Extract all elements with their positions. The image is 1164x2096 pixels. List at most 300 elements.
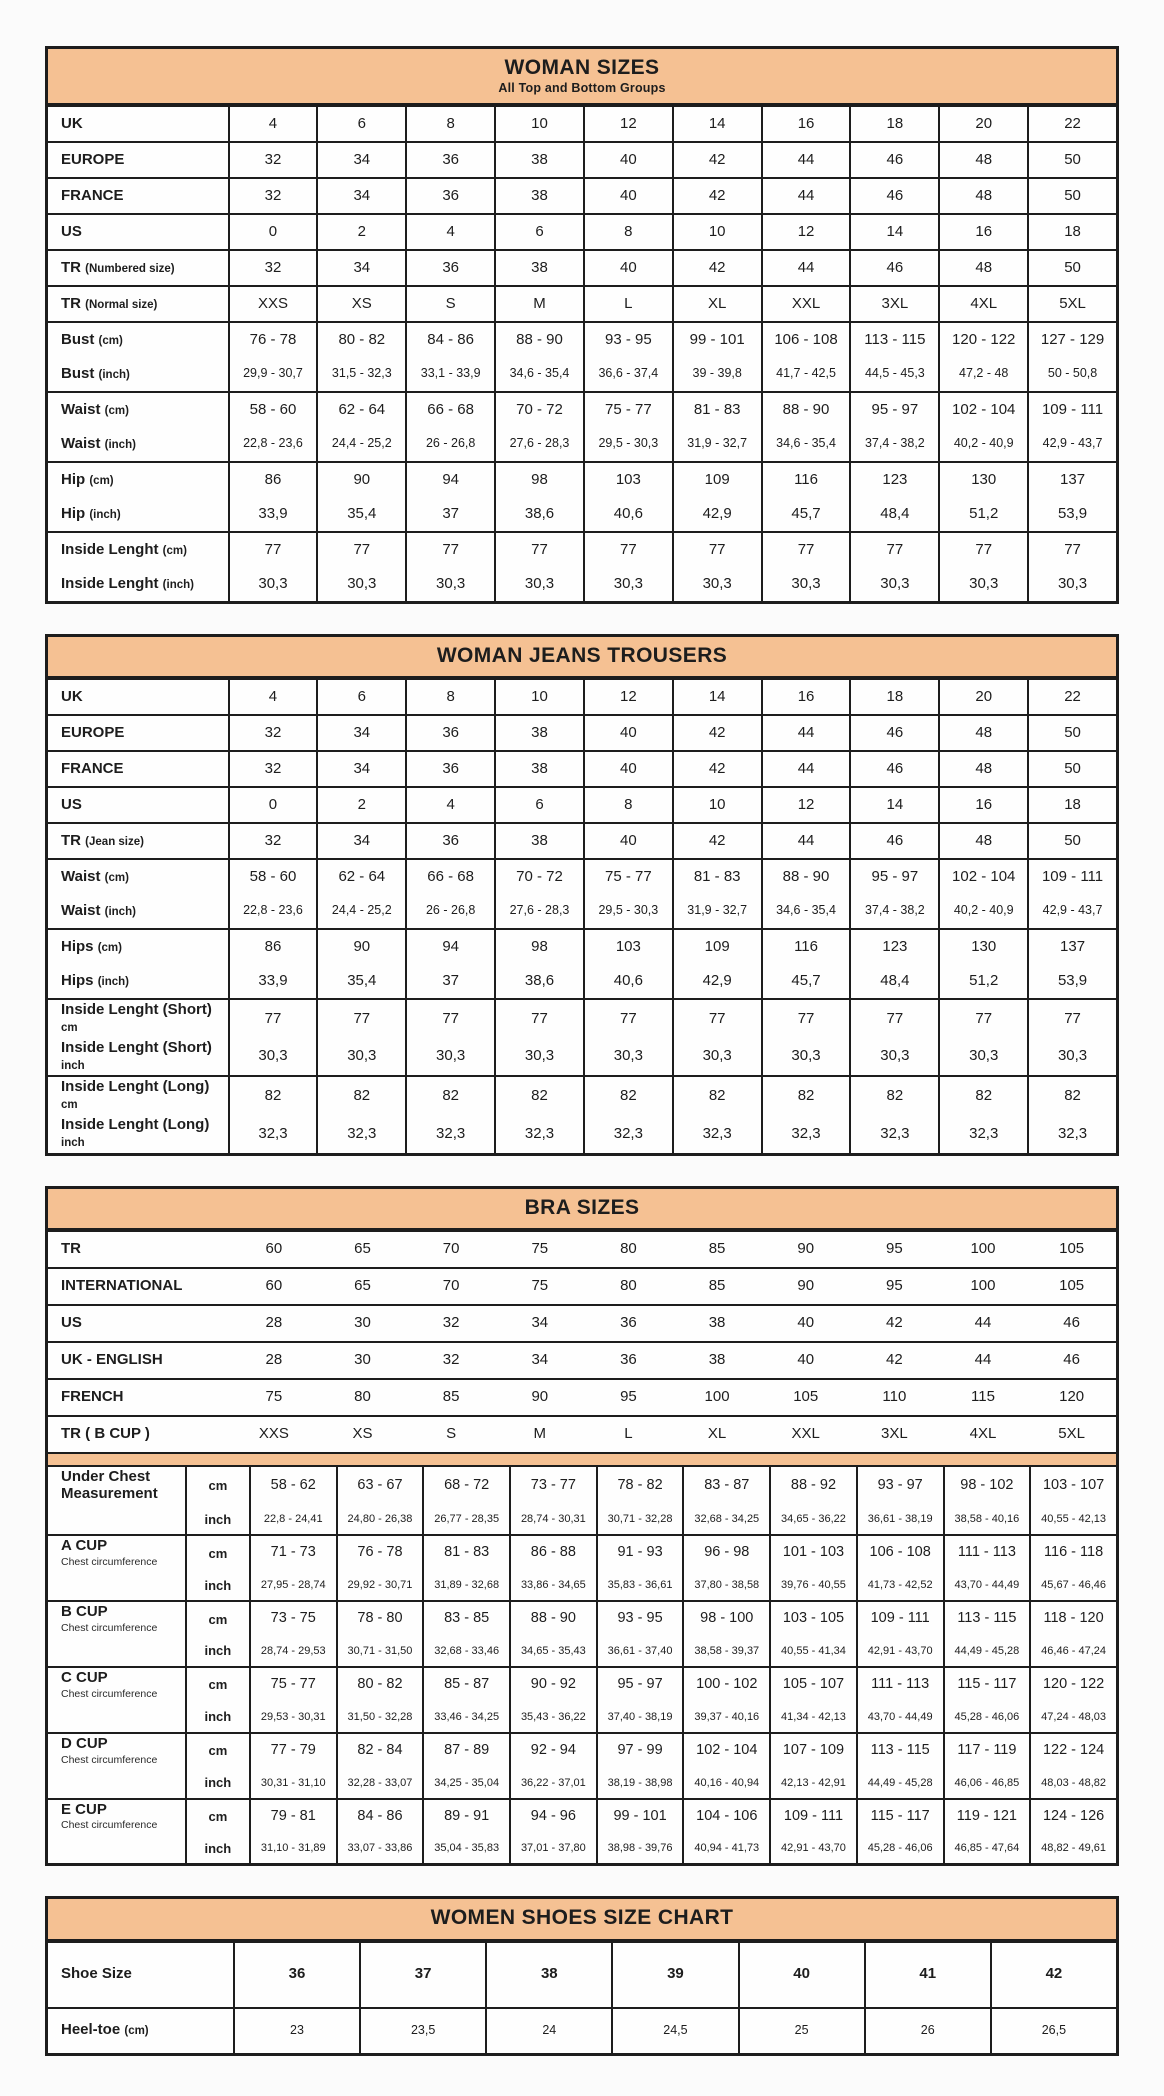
row-label-note: (cm): [104, 871, 129, 884]
size-cell: 30,71 - 31,50: [336, 1636, 423, 1666]
row-label-text: TR ( B CUP ): [61, 1424, 150, 1442]
size-cell: 30,3: [583, 1038, 672, 1076]
size-cell: 36,6 - 37,4: [583, 357, 672, 391]
row-group: [48, 1600, 1116, 1666]
size-cell: 46: [849, 752, 938, 786]
size-cell: 105 - 107: [769, 1668, 856, 1702]
size-cell: 105: [793, 1388, 819, 1406]
size-cell: 39,37 - 40,16: [682, 1702, 769, 1732]
size-cell: 42,91 - 43,70: [769, 1833, 856, 1863]
row-group: [48, 714, 1116, 750]
size-cell: 30,3: [258, 574, 288, 592]
row-label: [48, 1232, 230, 1267]
size-cell: 28,74 - 30,31: [509, 1504, 596, 1534]
size-cell: 95: [886, 1240, 903, 1258]
size-cell: 90: [797, 1277, 815, 1295]
row-label: [48, 1602, 187, 1636]
row-group: [48, 1378, 1116, 1415]
size-cell: 100: [704, 1388, 730, 1406]
size-cell: 86: [264, 470, 282, 488]
size-cell: 12: [761, 215, 850, 249]
size-cell: 92 - 94: [509, 1734, 596, 1768]
size-cell: 90: [531, 1388, 549, 1406]
size-cell: 113 - 115: [856, 1734, 943, 1768]
table-row: [48, 860, 1116, 894]
size-cell: 29,53 - 30,31: [260, 1710, 326, 1723]
size-cell: 75 - 77: [583, 393, 672, 427]
size-cell: 38,6: [494, 497, 583, 531]
row-cells: [230, 824, 1116, 858]
row-label-note: (cm): [124, 2025, 149, 2038]
size-cell: 40: [797, 1351, 815, 1369]
row-label-text: EUROPE: [61, 150, 125, 168]
row-label-note: (Numbered size): [85, 262, 175, 275]
size-cell: 86: [264, 938, 282, 956]
size-cell: 70: [442, 1277, 460, 1295]
size-cell: 37: [359, 1943, 485, 2007]
size-cell: 40,2 - 40,9: [938, 894, 1027, 928]
row-label: [48, 1768, 187, 1798]
row-label-subtext: Chest circumference: [61, 1819, 158, 1832]
size-cell: 4XL: [938, 287, 1027, 321]
size-cell: 38: [494, 143, 583, 177]
size-cell: 42: [672, 824, 761, 858]
table-section: [48, 1467, 1116, 1864]
size-cell: S: [446, 1425, 457, 1443]
table-row: [48, 1800, 1116, 1834]
size-cell: 50: [1027, 752, 1116, 786]
size-cell: 10: [672, 215, 761, 249]
size-cell: 30,3: [938, 567, 1027, 601]
size-cell: 41,7 - 42,5: [761, 357, 850, 391]
size-cell: 38: [708, 1314, 726, 1332]
size-cell: 32: [264, 760, 282, 778]
size-cell: 36: [405, 824, 494, 858]
row-label: [48, 1077, 230, 1115]
unit-cell: cm: [187, 1668, 251, 1702]
row-label-text: TR: [61, 1239, 81, 1257]
row-label: [48, 1504, 187, 1534]
size-cell: 53,9: [1027, 497, 1116, 531]
row-label: [48, 1417, 230, 1452]
size-cell: 81 - 83: [422, 1536, 509, 1570]
size-cell: 51,2: [938, 497, 1027, 531]
row-cells: [230, 533, 1116, 567]
size-cell: 6: [316, 680, 405, 714]
row-label: [48, 427, 230, 461]
size-cell: 40,6: [583, 964, 672, 998]
size-cell: 107 - 109: [769, 1734, 856, 1768]
size-cell: 37,80 - 38,58: [682, 1570, 769, 1600]
size-cell: 110: [882, 1388, 907, 1406]
size-cell: 30,3: [494, 567, 583, 601]
row-label-note: (cm): [97, 941, 122, 954]
row-group: [48, 1415, 1116, 1452]
size-cell: 6: [494, 788, 583, 822]
size-cell: 35,43 - 36,22: [509, 1702, 596, 1732]
size-cell: 40: [583, 824, 672, 858]
size-cell: 33,1 - 33,9: [405, 357, 494, 391]
row-cells: [230, 215, 1116, 249]
size-cell: 100: [970, 1240, 996, 1258]
size-cell: 30,3: [316, 1038, 405, 1076]
size-cell: 124 - 126: [1029, 1800, 1116, 1834]
size-cell: 30,3: [583, 567, 672, 601]
size-cell: 32: [264, 724, 282, 742]
size-cell: 32,68 - 34,25: [682, 1504, 769, 1534]
size-cell: 44,5 - 45,3: [849, 357, 938, 391]
size-cell: 40,94 - 41,73: [682, 1833, 769, 1863]
size-cell: 82: [761, 1077, 850, 1115]
size-cell: 5XL: [1027, 287, 1116, 321]
row-cells: [230, 716, 1116, 750]
size-cell: 32,3: [761, 1115, 850, 1153]
size-cell: 44: [761, 752, 850, 786]
size-cell: 16: [938, 788, 1027, 822]
size-cell: 34: [316, 716, 405, 750]
size-cell: 130: [938, 930, 1027, 964]
size-cell: 36: [405, 179, 494, 213]
size-cell: 8: [583, 215, 672, 249]
size-cell: 85: [708, 1277, 726, 1295]
size-cell: 40,2 - 40,9: [938, 427, 1027, 461]
table-row: [48, 1417, 1116, 1452]
size-cell: 32,3: [672, 1115, 761, 1153]
row-label: [48, 788, 230, 822]
size-cell: 90: [316, 463, 405, 497]
size-cell: 113 - 115: [943, 1602, 1030, 1636]
size-cell: 71 - 73: [270, 1544, 316, 1561]
size-cell: 99 - 101: [672, 323, 761, 357]
size-cell: 82: [849, 1077, 938, 1115]
size-cell: 106 - 108: [856, 1536, 943, 1570]
size-cell: 32,3: [583, 1115, 672, 1153]
row-cells: [251, 1702, 1116, 1732]
table-row: [48, 533, 1116, 567]
size-cell: 44: [974, 1314, 992, 1332]
table-row: [48, 1269, 1116, 1304]
size-cell: 81 - 83: [672, 393, 761, 427]
size-cell: 32,3: [494, 1115, 583, 1153]
size-cell: 76 - 78: [336, 1536, 423, 1570]
size-cell: 2: [316, 788, 405, 822]
row-cells: [230, 1269, 1116, 1304]
row-label-text: Inside Lenght (Long) cm: [61, 1078, 210, 1112]
size-cell: 100 - 102: [682, 1668, 769, 1702]
size-cell: 40,6: [583, 497, 672, 531]
size-cell: 94: [405, 463, 494, 497]
size-cell: 18: [1027, 215, 1116, 249]
row-group: [48, 105, 1116, 141]
size-cell: 87 - 89: [422, 1734, 509, 1768]
row-label-text: FRANCE: [61, 186, 124, 204]
size-cell: 38,19 - 38,98: [596, 1768, 683, 1798]
table-row: [48, 680, 1116, 714]
table-row: [48, 251, 1116, 285]
table-row: [48, 567, 1116, 601]
size-cell: 26 - 26,8: [405, 894, 494, 928]
row-cells: [230, 323, 1116, 357]
size-table-woman-sizes: [45, 46, 1119, 604]
row-group: [48, 461, 1116, 531]
size-cell: 82: [938, 1077, 1027, 1115]
size-cell: 43,70 - 44,49: [856, 1702, 943, 1732]
row-label-text: Waist (cm): [61, 400, 129, 418]
size-cell: 40,55 - 42,13: [1029, 1504, 1116, 1534]
size-cell: 88 - 90: [761, 393, 850, 427]
size-cell: 48: [938, 716, 1027, 750]
table-row: [48, 1602, 1116, 1636]
size-cell: 30,3: [1027, 567, 1116, 601]
row-cells: [251, 1570, 1116, 1600]
table-header: [48, 49, 1116, 105]
size-cell: 8: [583, 788, 672, 822]
row-cells: [251, 1602, 1116, 1636]
size-cell: 29,5 - 30,3: [583, 427, 672, 461]
size-cell: 34: [316, 752, 405, 786]
row-group: [48, 141, 1116, 177]
size-cell: 102 - 104: [938, 860, 1027, 894]
row-label: [48, 1570, 187, 1600]
size-cell: 80: [620, 1240, 637, 1258]
size-cell: 77: [405, 533, 494, 567]
unit-cell: cm: [187, 1536, 251, 1570]
size-cell: XXL: [761, 287, 850, 321]
size-cell: 78 - 82: [596, 1467, 683, 1505]
size-cell: 65: [354, 1277, 371, 1295]
size-cell: 22: [1027, 680, 1116, 714]
size-cell: 94 - 96: [509, 1800, 596, 1834]
size-cell: 81 - 83: [672, 860, 761, 894]
size-cell: 51,2: [938, 964, 1027, 998]
row-label-text: Inside Lenght (cm): [61, 540, 187, 558]
size-cell: 32,3: [1027, 1115, 1116, 1153]
row-label-text: Waist (cm): [61, 867, 129, 885]
size-cell: 109: [672, 930, 761, 964]
size-cell: 18: [849, 107, 938, 141]
size-cell: 37,4 - 38,2: [849, 427, 938, 461]
size-cell: 26 - 26,8: [405, 427, 494, 461]
row-label-text: Hips (cm): [61, 937, 122, 955]
size-cell: 40: [583, 716, 672, 750]
size-cell: 48,82 - 49,61: [1029, 1833, 1116, 1863]
size-cell: 120: [1059, 1388, 1085, 1406]
table-row: [48, 716, 1116, 750]
size-cell: 42: [672, 716, 761, 750]
size-cell: 93 - 97: [856, 1467, 943, 1505]
table-row: [48, 107, 1116, 141]
row-group: [48, 1941, 1116, 2007]
row-group: [48, 998, 1116, 1075]
row-label: [48, 1833, 187, 1863]
row-label-text: C CUP: [61, 1668, 108, 1686]
size-cell: 37: [405, 497, 494, 531]
size-cell: 32: [442, 1351, 460, 1369]
size-cell: 77: [316, 1000, 405, 1038]
size-cell: 4XL: [969, 1425, 997, 1443]
size-cell: 82: [672, 1077, 761, 1115]
size-cell: 58 - 62: [270, 1476, 316, 1493]
size-cell: 30: [354, 1314, 371, 1332]
row-label: [48, 143, 230, 177]
row-label-text: A CUP: [61, 1537, 108, 1555]
size-cell: 60: [265, 1240, 283, 1258]
size-cell: 31,50 - 32,28: [336, 1702, 423, 1732]
row-group: [48, 786, 1116, 822]
row-group: [48, 321, 1116, 391]
size-cell: 23: [290, 2022, 304, 2037]
size-cell: 33,9: [258, 504, 288, 522]
size-cell: 100: [970, 1277, 996, 1295]
size-cell: 101 - 103: [769, 1536, 856, 1570]
size-cell: 82: [264, 1087, 282, 1105]
size-cell: 12: [761, 788, 850, 822]
row-label-text: Under Chest Measurement: [61, 1467, 158, 1502]
row-label-text: Bust (inch): [61, 364, 130, 382]
row-cells: [230, 393, 1116, 427]
size-cell: 83 - 85: [422, 1602, 509, 1636]
row-label-subtext: Chest circumference: [61, 1753, 158, 1766]
size-cell: XXS: [258, 1425, 289, 1443]
size-cell: 111 - 113: [943, 1536, 1030, 1570]
size-cell: 10: [494, 680, 583, 714]
size-cell: 123: [849, 463, 938, 497]
row-label: [48, 1038, 230, 1076]
size-cell: 119 - 121: [943, 1800, 1030, 1834]
unit-cell: inch: [187, 1768, 251, 1798]
row-label-text: Hip (cm): [61, 470, 114, 488]
row-label-note: (inch): [89, 508, 121, 521]
size-cell: 34: [316, 251, 405, 285]
size-cell: 35,04 - 35,83: [422, 1833, 509, 1863]
size-cell: 36: [405, 251, 494, 285]
size-cell: 30,3: [405, 567, 494, 601]
row-label: [48, 463, 230, 497]
size-cell: 43,70 - 44,49: [943, 1570, 1030, 1600]
size-cell: 77: [938, 533, 1027, 567]
size-cell: 30: [354, 1351, 371, 1369]
table-row: [48, 1000, 1116, 1038]
size-cell: 34,6 - 35,4: [761, 427, 850, 461]
size-cell: 90 - 92: [509, 1668, 596, 1702]
size-cell: 137: [1027, 930, 1116, 964]
row-label-text: FRANCE: [61, 759, 124, 777]
row-label-text: US: [61, 222, 82, 240]
size-cell: 137: [1027, 463, 1116, 497]
size-cell: 77 - 79: [270, 1741, 316, 1758]
size-cell: 42,9: [672, 964, 761, 998]
size-cell: 25: [738, 2009, 864, 2053]
size-cell: 42: [672, 143, 761, 177]
table-row: [48, 752, 1116, 786]
size-cell: 24,4 - 25,2: [316, 427, 405, 461]
size-cell: 58 - 60: [249, 400, 297, 418]
size-cell: 30,3: [1027, 1038, 1116, 1076]
size-cell: 30,3: [938, 1038, 1027, 1076]
row-label: [48, 1668, 187, 1702]
table-title: WOMAN SIZES: [504, 56, 660, 79]
divider-band: [48, 1452, 1116, 1467]
size-cell: 115 - 117: [856, 1800, 943, 1834]
size-cell: 62 - 64: [316, 860, 405, 894]
size-cell: 95: [620, 1388, 637, 1406]
row-label: [48, 964, 230, 998]
row-cells: [230, 497, 1116, 531]
table-row: [48, 179, 1116, 213]
size-cell: 40: [583, 179, 672, 213]
size-cell: 16: [938, 215, 1027, 249]
size-cell: 10: [672, 788, 761, 822]
row-group: [48, 1732, 1116, 1798]
size-cell: 66 - 68: [405, 393, 494, 427]
table-title: WOMAN JEANS TROUSERS: [436, 644, 728, 668]
size-cell: 118 - 120: [1029, 1602, 1116, 1636]
table-row: [48, 1467, 1116, 1505]
size-cell: 34: [531, 1351, 549, 1369]
row-group: [48, 391, 1116, 461]
row-label-note: cm: [61, 1022, 78, 1035]
size-cell: 24,4 - 25,2: [316, 894, 405, 928]
table-row: [48, 1636, 1116, 1666]
size-cell: 28,74 - 29,53: [260, 1644, 326, 1657]
row-group: [48, 1267, 1116, 1304]
size-cell: 82 - 84: [336, 1734, 423, 1768]
size-cell: 32: [264, 832, 282, 850]
size-cell: 80: [620, 1277, 637, 1295]
size-cell: 77: [405, 1000, 494, 1038]
size-cell: 79 - 81: [270, 1807, 316, 1824]
size-cell: 38: [494, 752, 583, 786]
row-cells: [230, 1343, 1116, 1378]
size-cell: 76 - 78: [249, 330, 297, 348]
table-row: [48, 1380, 1116, 1415]
table-row: [48, 1077, 1116, 1115]
size-cell: 2: [316, 215, 405, 249]
size-cell: 75: [531, 1240, 549, 1258]
size-cell: 31,5 - 32,3: [316, 357, 405, 391]
size-cell: 38,6: [494, 964, 583, 998]
row-label: [48, 179, 230, 213]
row-label-note: (Normal size): [85, 298, 158, 311]
row-cells: [230, 143, 1116, 177]
size-cell: 82: [316, 1077, 405, 1115]
table-row: [48, 1734, 1116, 1768]
size-cell: 42: [672, 251, 761, 285]
size-cell: 50: [1027, 716, 1116, 750]
size-cell: 77: [938, 1000, 1027, 1038]
size-cell: 46,06 - 46,85: [943, 1768, 1030, 1798]
size-cell: 93 - 95: [583, 323, 672, 357]
row-cells: [251, 1768, 1116, 1798]
size-table-woman-jeans-trousers: [45, 634, 1119, 1156]
size-cell: 28: [265, 1351, 283, 1369]
size-cell: 28: [265, 1314, 283, 1332]
row-group: [48, 1341, 1116, 1378]
size-cell: 48: [938, 824, 1027, 858]
size-cell: 85: [708, 1240, 726, 1258]
table-row: [48, 930, 1116, 964]
table-row: [48, 824, 1116, 858]
size-cell: 77: [849, 533, 938, 567]
table-row: [48, 1504, 1116, 1534]
size-cell: 77: [1027, 1000, 1116, 1038]
row-cells: [251, 1636, 1116, 1666]
table-row: [48, 393, 1116, 427]
size-cell: 84 - 86: [405, 323, 494, 357]
size-cell: 77: [264, 540, 282, 558]
size-cell: 44: [761, 716, 850, 750]
size-cell: 42,91 - 43,70: [856, 1636, 943, 1666]
